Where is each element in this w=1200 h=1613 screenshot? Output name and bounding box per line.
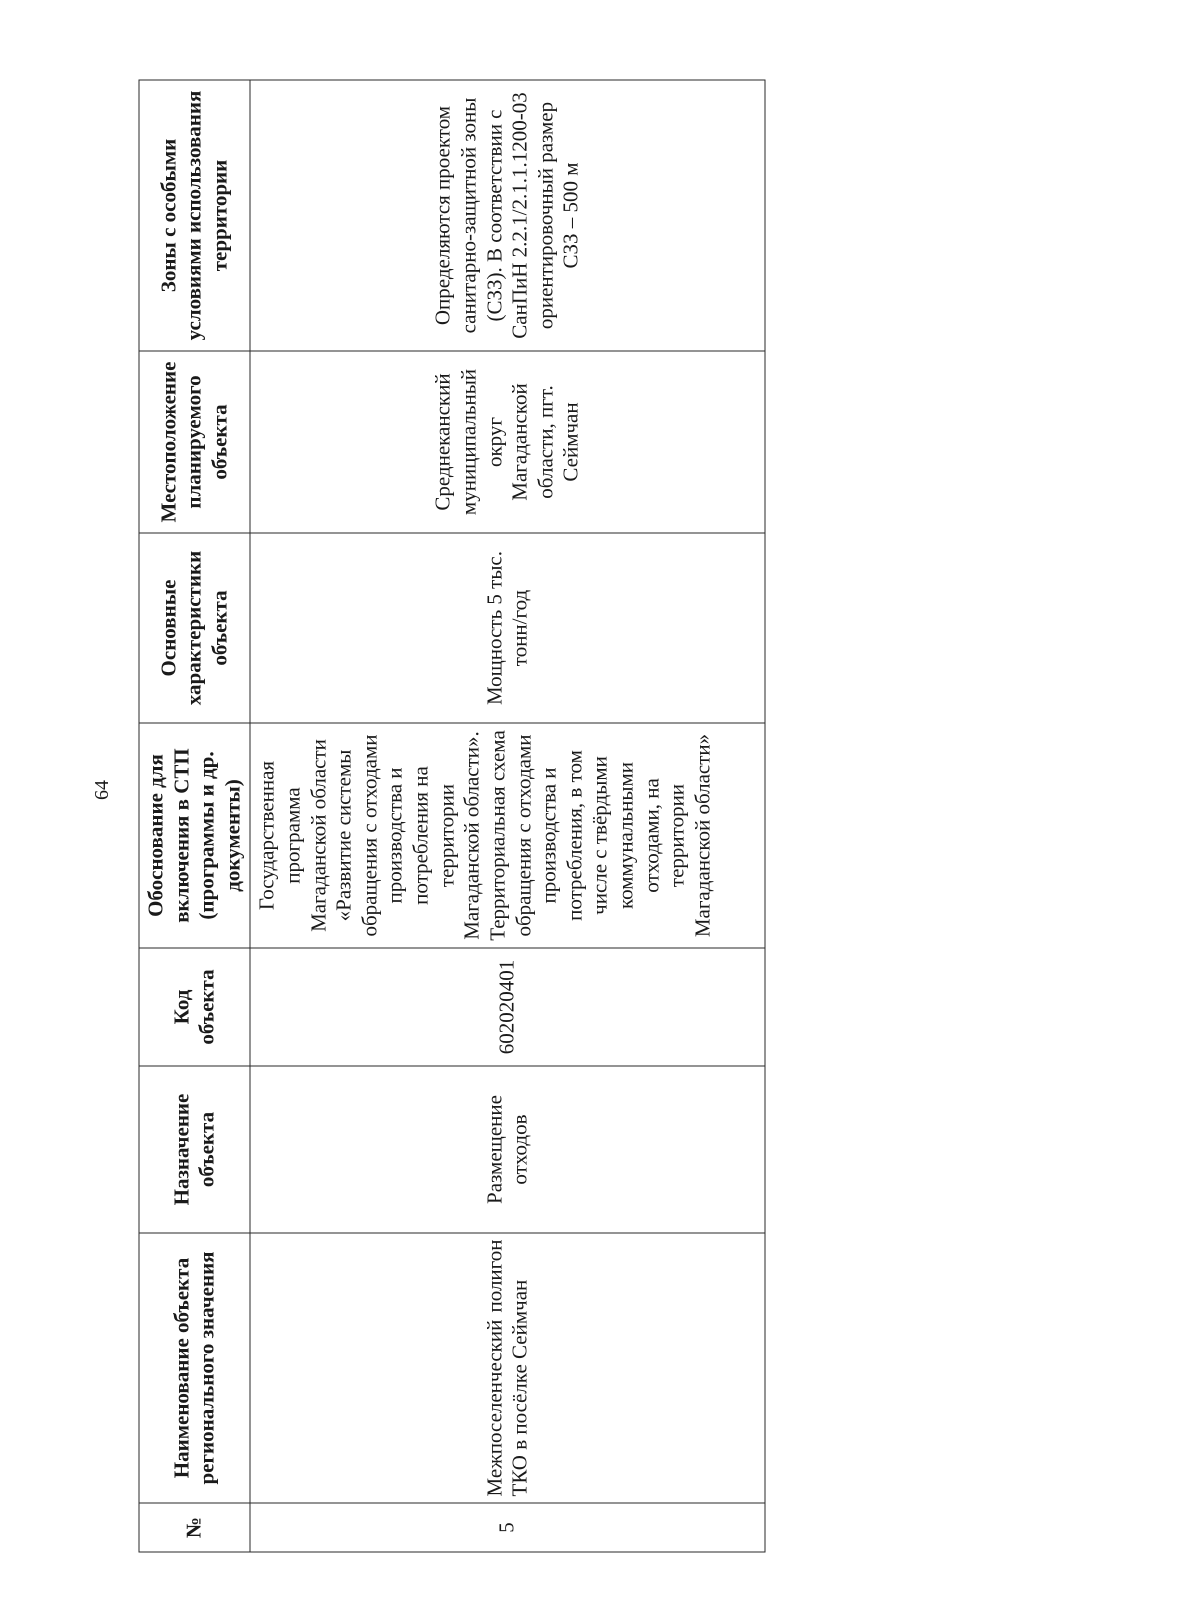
header-location: Местоположение планируемого объекта [139,351,250,533]
header-zones: Зоны с особыми условиями использования территории [139,80,250,351]
cell-num: 5 [250,1503,765,1552]
cell-characteristics: Мощность 5 тыс. тонн/год [250,533,765,723]
page-number: 64 [91,780,113,800]
objects-table [138,79,765,1552]
table-header-row [139,80,250,1552]
header-num: № [139,1503,250,1552]
cell-basis: Государственная программа Магаданской области «Развитие системы обращения с отходами производства и потребления на территории Магаданской области». Территориальная схема обращения с отходами производства и потребления, в том числе с твёрдыми коммунальными отходами, на территории Магаданской области» [250,723,765,948]
cell-code: 602020401 [250,948,765,1066]
cell-purpose: Размещение отходов [250,1066,765,1233]
rotated-table-wrapper [138,80,765,1552]
cell-name: Межпоселенческий полигон ТКО в посёлке Сеймчан [250,1233,765,1503]
cell-zones: Определяются проектом санитарно-защитной зоны (СЗЗ). В соответствии с СанПиН 2.2.1/2.1.1.1200-03 ориентировочный размер СЗЗ – 500 м [250,80,765,351]
header-code: Код объекта [139,948,250,1066]
header-name: Наименование объекта регионального значения [139,1233,250,1503]
header-basis: Обоснование для включения в СТП (программы и др. документы) [139,723,250,948]
header-purpose: Назначение объекта [139,1066,250,1233]
table-row [250,80,765,1552]
cell-location: Среднеканский муниципальный округ Магаданской области, пгт. Сеймчан [250,351,765,533]
header-characteristics: Основные характеристики объекта [139,533,250,723]
